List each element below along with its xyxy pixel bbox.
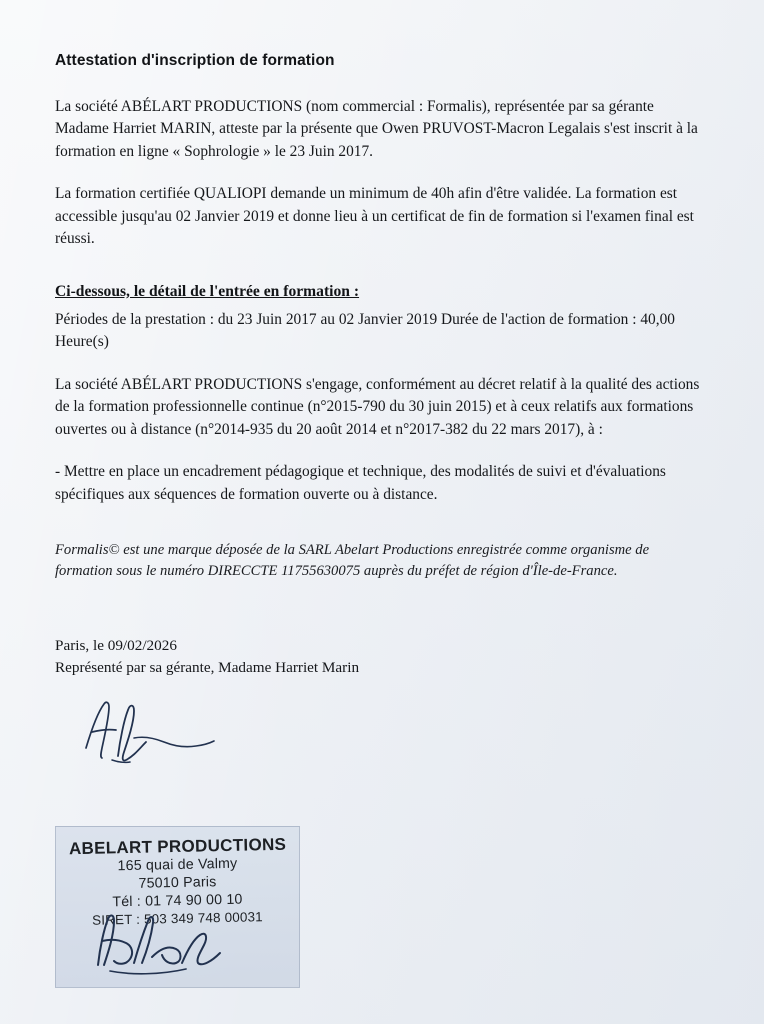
stamp-city: 75010 Paris (138, 874, 217, 892)
engagement-bullet: - Mettre en place un encadrement pédagogique et technique, des modalités de suivi et d'évaluations spécifiques aux séquences de formation ouverte ou à distance. (55, 463, 666, 503)
place-date: Paris, le 09/02/2026 (55, 636, 177, 654)
trademark-note: Formalis© est une marque déposée de la SARL Abelart Productions enregistrée comme organisme de formation sous le numéro DIRECCTE 11755630075 auprès du préfet de région d'Île-de-France. (55, 542, 650, 580)
engagement-paragraph: La société ABÉLART PRODUCTIONS s'engage, conformément au décret relatif à la qualité des actions de la formation professionnelle continue (n°2015-790 du 30 juin 2015) et à ceux relatifs aux formations ouvertes ou à distance (n°2014-935 du 20 août 2014 et n°2017-382 du 22 mars 2017), à : (55, 375, 700, 438)
training-details: Périodes de la prestation : du 23 Juin 2017 au 02 Janvier 2019 Durée de l'action de formation : 40,00 Heure(s) (55, 310, 675, 351)
stamp-address: 165 quai de Valmy (117, 855, 238, 875)
stamp-company-name: ABELART PRODUCTIONS (68, 834, 287, 859)
stamp-siret: SIRET : 503 349 748 00031 (91, 908, 264, 928)
represented-by: Représenté par sa gérante, Madame Harriet Marin (55, 659, 360, 677)
section-heading-details: Ci-dessous, le détail de l'entrée en formation : (55, 282, 360, 300)
signature-block (55, 635, 710, 681)
company-stamp (55, 826, 300, 988)
document-body (55, 52, 710, 680)
stamp-signature-icon (90, 905, 240, 979)
intro-paragraph: La société ABÉLART PRODUCTIONS (nom commercial : Formalis), représentée par sa gérante Madame Harriet MARIN, atteste par la présente que Owen PRUVOST-Macron Legalais s'est inscrit à la formation en ligne « Sophrologie » le 23 Juin 2017. (55, 98, 698, 160)
page-title: Attestation d'inscription de formation (55, 52, 335, 69)
stamp-phone: Tél : 01 74 90 00 10 (112, 891, 243, 911)
qualiopi-paragraph: La formation certifiée QUALIOPI demande un minimum de 40h afin d'être validée. La formation est accessible jusqu'au 02 Janvier 2019 et donne lieu à un certificat de fin de formation si l'examen final est réussi. (55, 185, 694, 248)
signature-scribble-icon (78, 690, 218, 770)
